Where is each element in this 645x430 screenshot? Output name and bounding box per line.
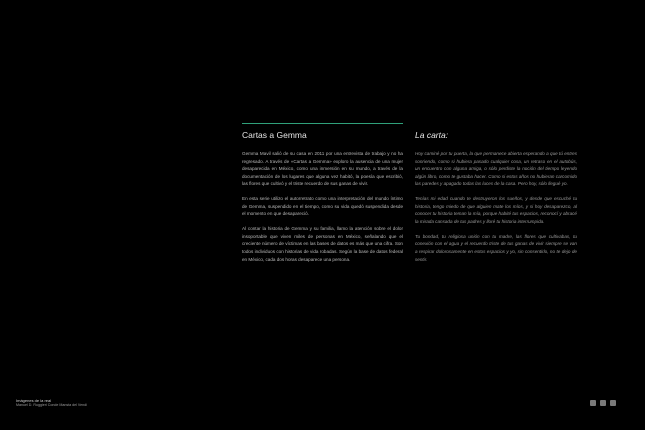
- institution-logo-icon: [590, 400, 596, 406]
- footer-credit: [16, 398, 87, 408]
- article-paragraph: Gemma Mavil salió de su casa en 2011 por una entrevista de trabajo y no ha regresado. A través de «Cartas a Gemma» exploro la ausencia de una mujer desaparecida en México, como una inmersión en su mundo, a través de la documentación de los lugares que alguna vez habitó, la poesía que escribió, las flores que cultivó y el triste recuerdo de sus ganas de vivir.: [242, 151, 403, 187]
- footer-title: Imágenes de la real: [16, 398, 52, 403]
- letter-paragraph: Tu bondad, tu religiosa unión con tu madre, las flores que cultivabas, tu conexión con el agua y el recuerdo triste de tus ganas de vivir siempre se van a respirar dolorosamente en estos espacios y yo, sin consentirlo, no te dejo de sentir.: [415, 233, 577, 262]
- letter-body: [415, 150, 577, 271]
- article-title: Cartas a Gemma: [242, 130, 307, 140]
- footer-subtitle: Manuel D. Ruggieri Conde Mansta del Vendi: [16, 403, 87, 407]
- letter-paragraph: Hoy caminé por tu puerta, la que permanece abierta esperando a que tú entres sonriendo, como si hubiera pasado cualquier cosa, un retraso en el autobús, un encuentro con alguna amiga, o sólo perdiste la noción del tiempo leyendo algún libro, como te gustaba hacer. Como si estos años no hubieran carcomido las paredes y apagado todas las luces de la casa. Pero hoy, sólo llegué yo.: [415, 151, 577, 187]
- letter-paragraph: Tenías mi edad cuando te destruyeron los sueños, y desde que escuché tu historia, tengo miedo de que alguien mate los míos, y si hoy desaparezco, al conocer tu historia teman la mía, porque habité tus espacios, reconocí y abracé la mirada cansada de tus padres y lloré tu historia interrumpida.: [415, 196, 577, 224]
- sponsor-logos: [590, 398, 616, 408]
- sponsor-logo-icon: [610, 400, 616, 406]
- title-accent-rule: [242, 123, 403, 124]
- article-body: [242, 150, 403, 271]
- letter-title: La carta:: [415, 130, 449, 140]
- article-paragraph: Al contar la historia de Gemma y su familia, llamo la atención sobre el dolor insoportable que viven miles de personas en México, señalando que el creciente número de víctimas en las bases de datos es más que una cifra. Son todos individuos con historias de vida robadas. Según la base de datos federal en México, cada dos horas desaparece una persona.: [242, 226, 403, 262]
- partner-logo-icon: [600, 400, 606, 406]
- article-paragraph: En esta serie utilizo el autorretrato como una interpretación del mundo íntimo de Gemma, suspendido en el tiempo, como su vida quedó suspendida desde el momento en que desapareció.: [242, 196, 403, 217]
